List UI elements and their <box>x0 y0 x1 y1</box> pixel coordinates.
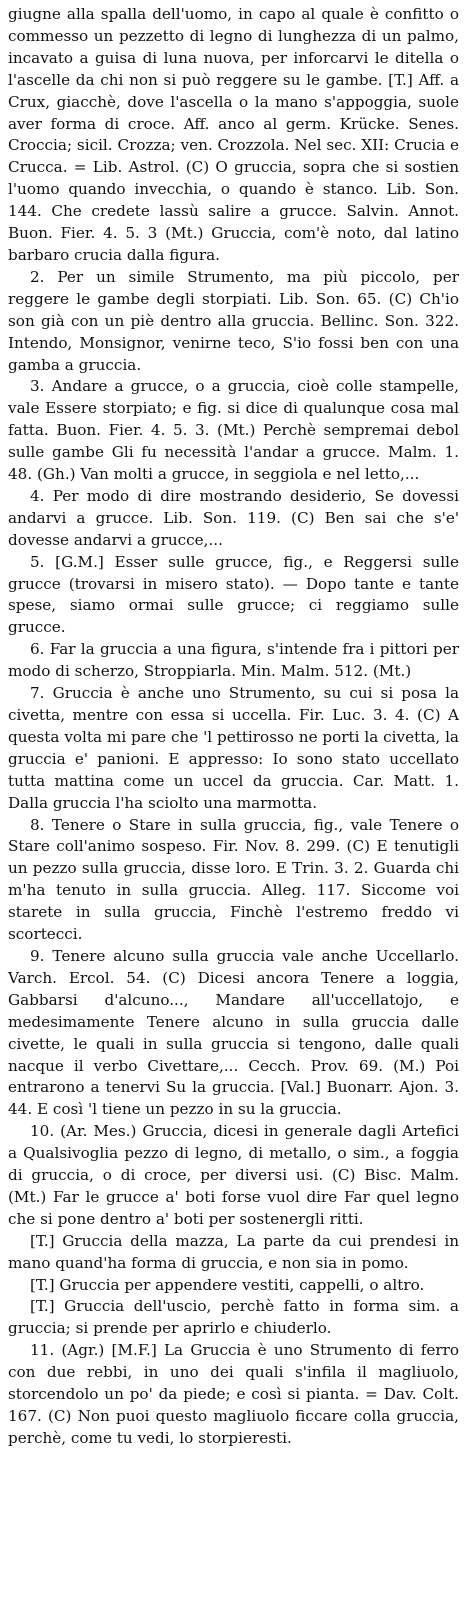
sense-6: 6. Far la gruccia a una figura, s'intende fra i pittori per modo di scherzo, Stroppiarla. Min. Malm. 512. (Mt.) <box>8 640 459 681</box>
sense-4: 4. Per modo di dire mostrando desiderio, Se dovessi andarvi a grucce. Lib. Son. 119. (C) Ben sai che s'e' dovesse andarvi a grucce,... <box>8 486 459 549</box>
sense-2: 2. Per un simile Strumento, ma più piccolo, per reggere le gambe degli storpiati. Lib. Son. 65. (C) Ch'io son già con un piè dentro alla gruccia. Bellinc. Son. 322. Intendo, Monsignor, venirne teco, S'io fossi ben con una gamba a gruccia. <box>8 267 459 374</box>
sense-11: 11. (Agr.) [M.F.] La Gruccia è uno Strumento di ferro con due rebbi, in uno dei quali s'infila il magliuolo, storcendolo un po' da piede; e così si pianta. = Dav. Colt. 167. (C) Non puoi questo magliuolo ficcare colla gruccia, perchè, come tu vedi, lo storpieresti. <box>8 1341 459 1447</box>
sense-10-sub-vestiti: [T.] Gruccia per appendere vestiti, cappelli, o altro. <box>30 1275 425 1294</box>
sense-3: 3. Andare a grucce, o a gruccia, cioè colle stampelle, vale Essere storpiato; e fig. si dice di qualunque cosa mal fatta. Buon. Fier. 4. 5. 3. (Mt.) Perchè sempremai debol sulle gambe Gli fu necessità l'andar a grucce. Malm. 1. 48. (Gh.) Van molti a grucce, in seggiola e nel letto,... <box>8 377 459 484</box>
sense-10-sub-uscio: [T.] Gruccia dell'uscio, perchè fatto in forma sim. a gruccia; si prende per aprirlo e chiuderlo. <box>8 1297 459 1338</box>
sense-5: 5. [G.M.] Esser sulle grucce, fig., e Reggersi sulle grucce (trovarsi in misero stato). — Dopo tante e tante spese, siamo ormai sulle grucce; ci reggiamo sulle grucce. <box>8 552 459 637</box>
sense-9: 9. Tenere alcuno sulla gruccia vale anche Uccellarlo. Varch. Ercol. 54. (C) Dicesi ancora Tenere a loggia, Gabbarsi d'alcuno..., Mandare all'uccellatojo, e medesimamente Tenere alcuno in sulla gruccia dalle civette, le quali in sulla gruccia si tengono, dalle quali nacque il verbo Civettare,... Cecch. Prov. 69. (M.) Poi entrarono a tenervi Su la gruccia. [Val.] Buonarr. Ajon. 3. 44. E così 'l tiene un pezzo in su la gruccia. <box>8 946 459 1119</box>
sense-10: 10. (Ar. Mes.) Gruccia, dicesi in generale dagli Artefici a Qualsivoglia pezzo di legno, di metallo, o sim., a foggia di gruccia, o di croce, per diversi usi. (C) Bisc. Malm. (Mt.) Far le grucce a' boti forse vuol dire Far quel legno che si pone dentro a' boti per sostenergli ritti. <box>8 1122 459 1228</box>
sense-7: 7. Gruccia è anche uno Strumento, su cui si posa la civetta, mentre con essa si uccella. Fir. Luc. 3. 4. (C) A questa volta mi pare che 'l pettirosso ne porti la civetta, la gruccia e' panioni. E appresso: Io sono stato uccellato tutta mattina come un uccel da gruccia. Car. Matt. 1. Dalla gruccia l'ha sciolto una marmotta. <box>8 684 459 812</box>
sense-8: 8. Tenere o Stare in sulla gruccia, fig., vale Tenere o Stare coll'animo sospeso. Fir. Nov. 8. 299. (C) E tenutigli un pezzo sulla gruccia, disse loro. E Trin. 3. 2. Guarda chi m'ha tenuto in sulla gruccia. Alleg. 117. Siccome voi starete in sulla gruccia, Finchè l'estremo freddo vi scortecci. <box>8 815 459 944</box>
sense-10-sub-mazza: [T.] Gruccia della mazza, La parte da cui prendesi in mano quand'ha forma di gruccia, e non sia in pomo. <box>8 1231 459 1272</box>
entry-continuation: giugne alla spalla dell'uomo, in capo al quale è confitto o commesso un pezzetto di legno di lunghezza di un palmo, incavato a guisa di luna nuova, per inforcarvi le ditella o l'ascelle da chi non si può reggere su le gambe. [T.] Aff. a Crux, giacchè, dove l'ascella o la mano s'appoggia, suole aver forma di croce. Aff. anco al germ. Krücke. Senes. Croccia; sicil. Crozza; ven. Crozzola. Nel sec. XII: Crucia e Crucca. = Lib. Astrol. (C) O gruccia, sopra che si sostien l'uomo quando invecchia, o quando è stanco. Lib. Son. 144. Che credete lassù salire a grucce. Salvin. Annot. Buon. Fier. 4. 5. 3 (Mt.) Gruccia, com'è noto, dal latino barbaro crucia dalla figura. <box>8 5 459 264</box>
